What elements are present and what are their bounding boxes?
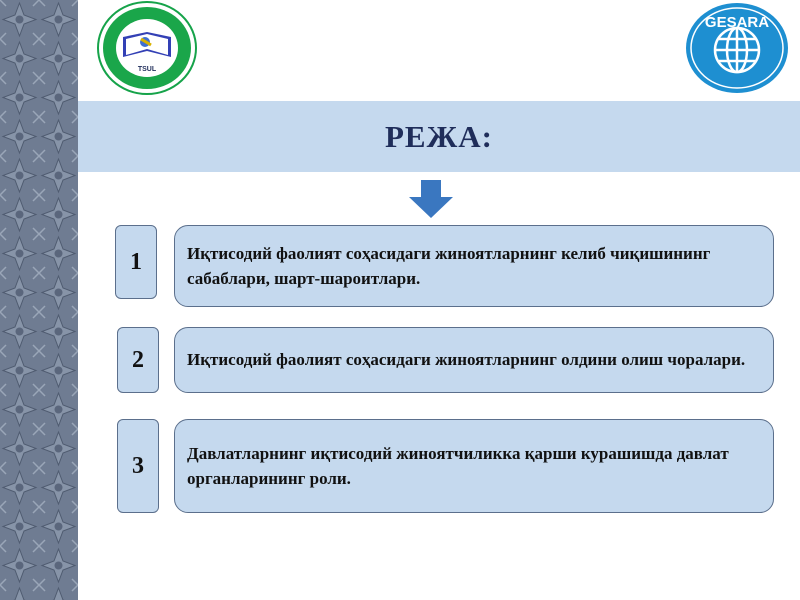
page-title: РЕЖА: <box>385 119 493 154</box>
university-logo <box>97 1 197 95</box>
gesara-logo <box>684 2 790 94</box>
item-number: 3 <box>117 419 159 513</box>
item-number: 2 <box>117 327 159 393</box>
arrow-down-icon <box>409 180 453 218</box>
title-band <box>78 101 800 172</box>
plan-item: Давлатларнинг иқтисодий жиноятчиликка қарши курашишда давлат органларининг роли. <box>174 419 774 513</box>
svg-text:TSUL: TSUL <box>137 66 157 73</box>
decorative-side-pattern <box>0 0 78 600</box>
globe-icon <box>715 28 759 72</box>
svg-text:GESARA: GESARA <box>704 14 770 31</box>
plan-item: Иқтисодий фаолият соҳасидаги жиноятларнинг олдини олиш чоралари. <box>174 327 774 393</box>
plan-item: Иқтисодий фаолият соҳасидаги жиноятларнинг келиб чиқишининг сабаблари, шарт-шароитлари. <box>174 225 774 307</box>
item-number: 1 <box>115 225 157 299</box>
